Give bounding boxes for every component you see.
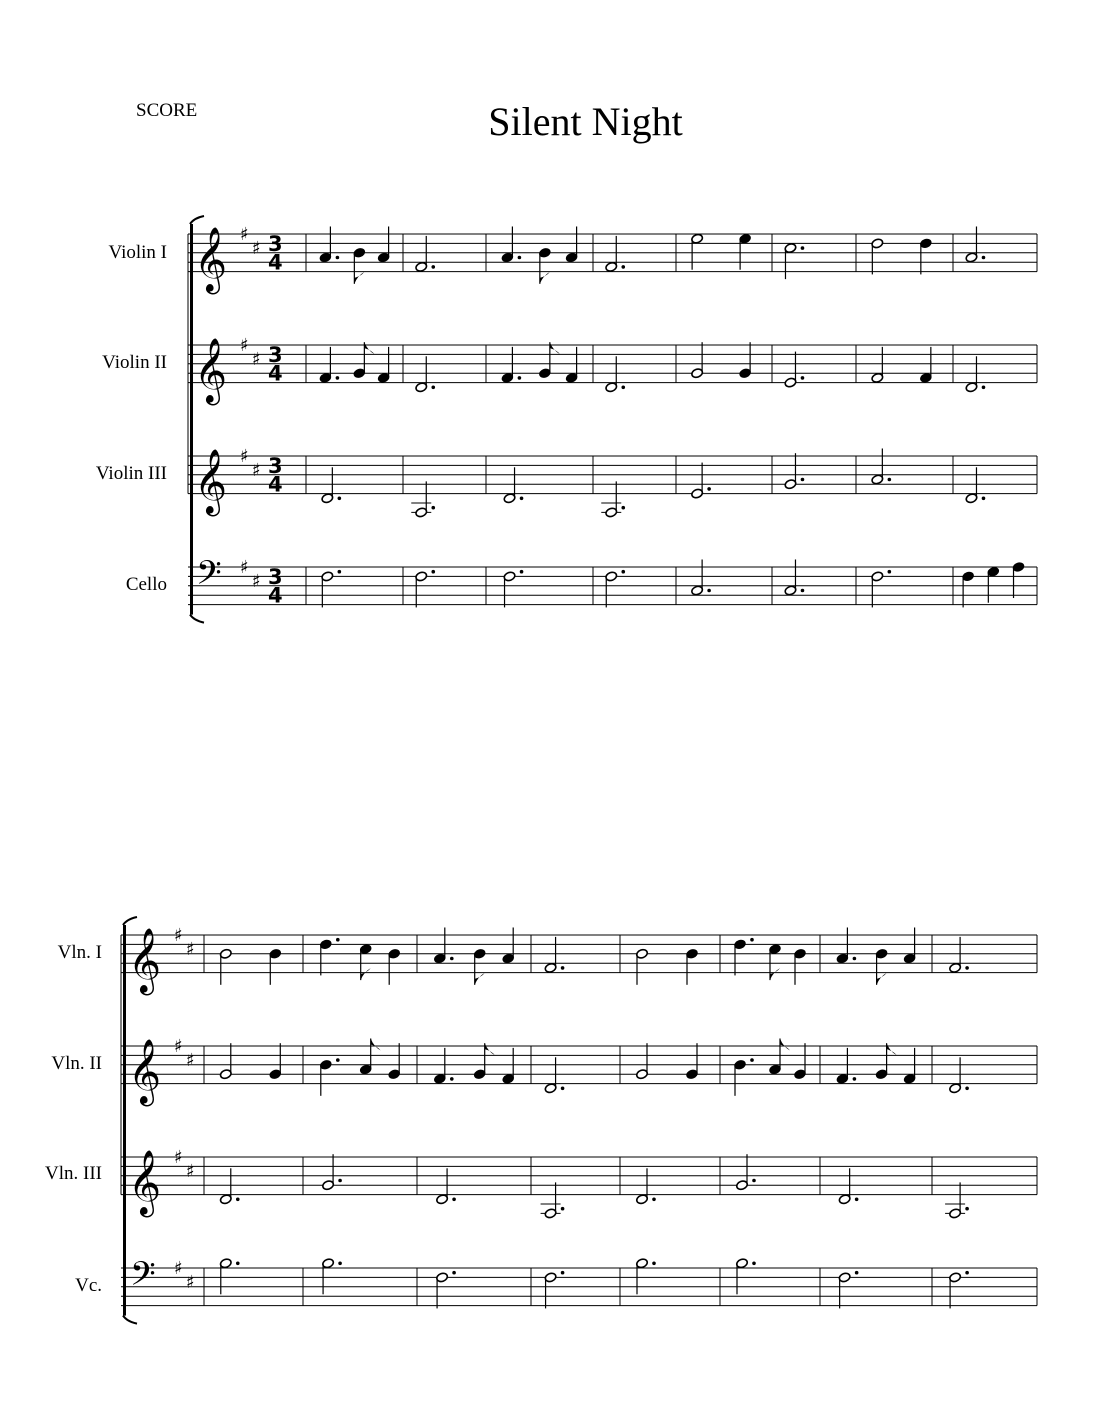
sharp-icon: ♯	[186, 1050, 195, 1072]
sharp-icon: ♯	[252, 238, 261, 260]
sharp-icon: ♯	[174, 1258, 183, 1279]
bracket-bottom-hook	[123, 1316, 137, 1324]
eighth-flag-icon	[354, 272, 364, 284]
score-label: SCORE	[136, 100, 198, 121]
augmentation-dot	[652, 1262, 656, 1266]
eighth-flag-icon	[540, 272, 550, 284]
sharp-icon: ♯	[174, 1036, 183, 1057]
augmentation-dot	[982, 497, 986, 501]
part-name: Vln. II	[51, 1053, 102, 1074]
eighth-flag-icon	[887, 1043, 897, 1055]
augmentation-dot	[801, 376, 805, 380]
sharp-icon: ♯	[252, 349, 261, 371]
augmentation-dot	[236, 1198, 240, 1202]
augmentation-dot	[450, 957, 454, 961]
augmentation-dot	[561, 966, 565, 970]
bracket-top-hook	[123, 917, 137, 925]
time-signature-top: 3	[268, 342, 283, 367]
augmentation-dot	[801, 246, 805, 250]
augmentation-dot	[965, 1087, 969, 1091]
augmentation-dot	[336, 256, 340, 260]
sharp-icon: ♯	[240, 335, 249, 356]
augmentation-dot	[888, 570, 892, 574]
augmentation-dot	[561, 1207, 565, 1211]
sharp-icon: ♯	[186, 939, 195, 961]
augmentation-dot	[855, 1198, 859, 1202]
augmentation-dot	[855, 1271, 859, 1275]
eighth-flag-icon	[364, 342, 374, 354]
augmentation-dot	[452, 1198, 456, 1202]
augmentation-dot	[801, 478, 805, 482]
time-signature-top: 3	[268, 564, 283, 589]
time-signature-bottom: 4	[268, 472, 283, 497]
eighth-flag-icon	[770, 968, 780, 980]
bass-clef-icon: 𝄢	[130, 1255, 156, 1302]
sharp-icon: ♯	[240, 446, 249, 467]
sharp-icon: ♯	[186, 1161, 195, 1183]
sharp-icon: ♯	[240, 557, 249, 578]
augmentation-dot	[518, 376, 522, 380]
part-name: Vln. I	[57, 942, 102, 963]
system-bracket	[123, 925, 126, 1316]
bracket-top-hook	[190, 216, 204, 224]
part-name: Vc.	[75, 1275, 102, 1296]
augmentation-dot	[621, 386, 625, 390]
augmentation-dot	[518, 256, 522, 260]
eighth-flag-icon	[485, 1043, 495, 1055]
augmentation-dot	[338, 497, 342, 501]
augmentation-dot	[561, 1087, 565, 1091]
sharp-icon: ♯	[252, 571, 261, 593]
part-name: Violin II	[102, 352, 167, 373]
augmentation-dot	[801, 589, 805, 593]
augmentation-dot	[621, 570, 625, 574]
sharp-icon: ♯	[174, 925, 183, 946]
augmentation-dot	[336, 1058, 340, 1062]
bass-clef-icon: 𝄢	[196, 554, 222, 601]
treble-clef-icon: 𝄞	[194, 449, 228, 515]
augmentation-dot	[853, 957, 857, 961]
treble-clef-icon: 𝄞	[128, 1150, 162, 1216]
augmentation-dot	[431, 570, 435, 574]
part-name: Vln. III	[45, 1163, 102, 1184]
sharp-icon: ♯	[186, 1272, 195, 1294]
bracket-bottom-hook	[190, 615, 204, 623]
part-name: Cello	[125, 574, 167, 595]
eighth-flag-icon	[475, 973, 485, 985]
time-signature-bottom: 4	[268, 250, 283, 275]
augmentation-dot	[621, 506, 625, 510]
augmentation-dot	[621, 265, 625, 269]
augmentation-dot	[752, 1179, 756, 1183]
augmentation-dot	[520, 497, 524, 501]
augmentation-dot	[707, 487, 711, 491]
augmentation-dot	[450, 1077, 454, 1081]
part-name: Violin I	[108, 242, 167, 263]
eighth-flag-icon	[371, 1038, 381, 1050]
augmentation-dot	[338, 570, 342, 574]
augmentation-dot	[520, 570, 524, 574]
part-name: Violin III	[95, 463, 167, 484]
treble-clef-icon: 𝄞	[128, 1039, 162, 1105]
eighth-flag-icon	[877, 973, 887, 985]
sharp-icon: ♯	[174, 1147, 183, 1168]
time-signature-top: 3	[268, 231, 283, 256]
system-bracket	[190, 224, 193, 615]
treble-clef-icon: 𝄞	[194, 338, 228, 404]
augmentation-dot	[236, 1262, 240, 1266]
sharp-icon: ♯	[252, 460, 261, 482]
augmentation-dot	[652, 1198, 656, 1202]
augmentation-dot	[431, 386, 435, 390]
augmentation-dot	[336, 376, 340, 380]
augmentation-dot	[965, 966, 969, 970]
eighth-flag-icon	[780, 1038, 790, 1050]
augmentation-dot	[452, 1271, 456, 1275]
augmentation-dot	[982, 386, 986, 390]
page-title: Silent Night	[488, 99, 683, 144]
augmentation-dot	[750, 938, 754, 942]
treble-clef-icon: 𝄞	[194, 227, 228, 293]
treble-clef-icon: 𝄞	[128, 928, 162, 994]
augmentation-dot	[982, 256, 986, 260]
sharp-icon: ♯	[240, 224, 249, 245]
augmentation-dot	[338, 1262, 342, 1266]
augmentation-dot	[752, 1262, 756, 1266]
augmentation-dot	[431, 506, 435, 510]
time-signature-bottom: 4	[268, 361, 283, 386]
augmentation-dot	[750, 1058, 754, 1062]
augmentation-dot	[888, 478, 892, 482]
augmentation-dot	[561, 1271, 565, 1275]
eighth-flag-icon	[361, 968, 371, 980]
augmentation-dot	[336, 938, 340, 942]
time-signature-top: 3	[268, 453, 283, 478]
augmentation-dot	[965, 1271, 969, 1275]
eighth-flag-icon	[550, 342, 560, 354]
augmentation-dot	[853, 1077, 857, 1081]
augmentation-dot	[338, 1179, 342, 1183]
augmentation-dot	[965, 1207, 969, 1211]
time-signature-bottom: 4	[268, 583, 283, 608]
augmentation-dot	[431, 265, 435, 269]
augmentation-dot	[707, 589, 711, 593]
